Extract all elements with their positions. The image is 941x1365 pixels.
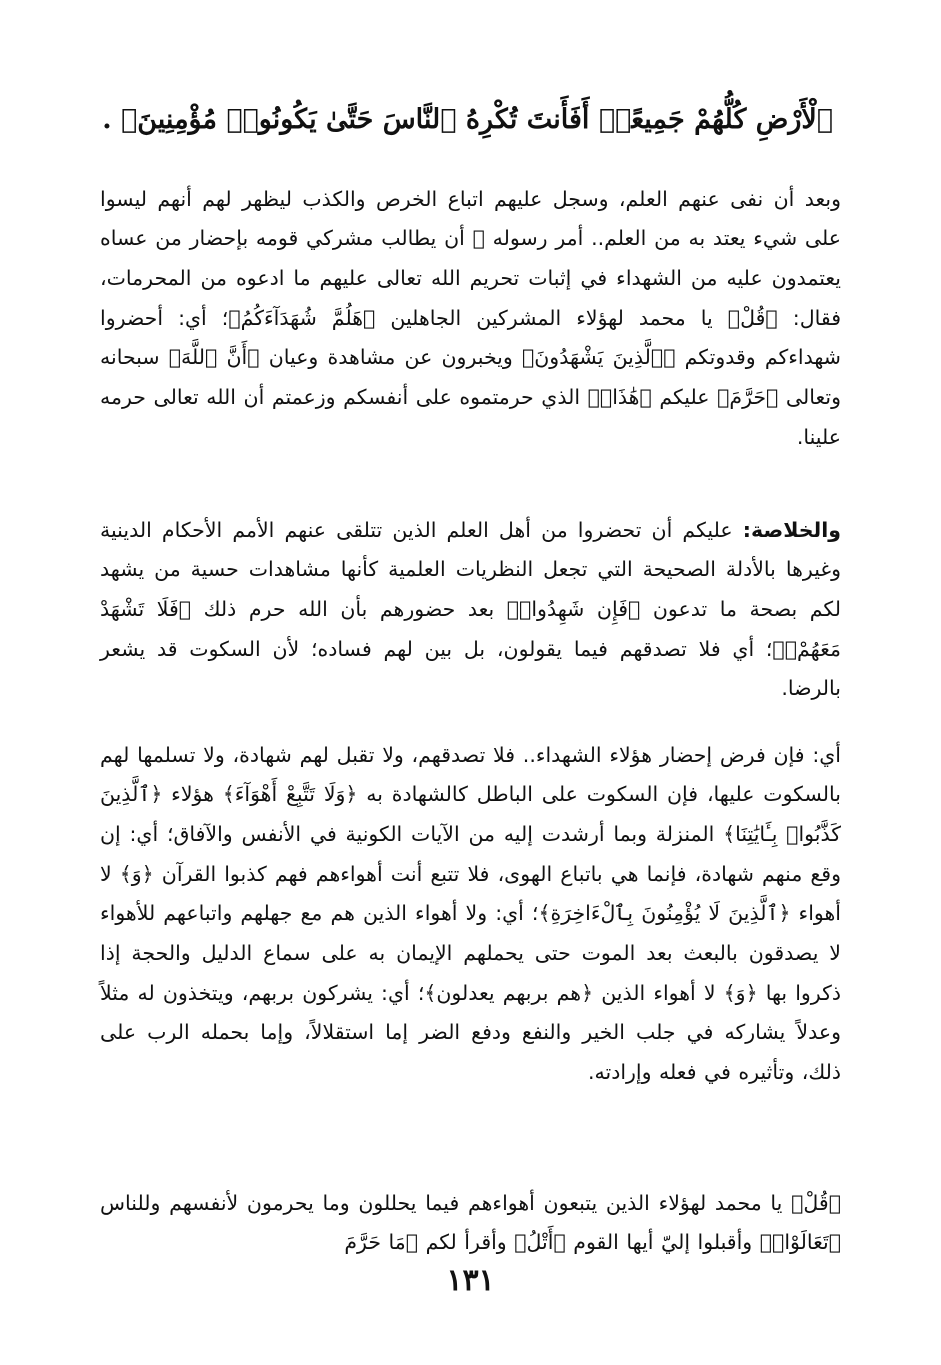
paragraph [100,180,841,458]
quran-verse-continuation: ٱلْأَرْضِ كُلُّهُمْ جَمِيعًاۚ أَفَأَنتَ تُكْرِهُ ٱلنَّاسَ حَتَّىٰ يَكُونُوا۟ مُؤْمِنِينَ﴾ . [102,104,833,135]
paragraph-text: أي: فإن فرض إحضار هؤلاء الشهداء.. فلا تصدقهم، ولا تقبل لهم شهادة، ولا تسلمها لهم بالسكوت عليها، فإن السكوت على الباطل كالشهادة به ﴿وَلَا تَتَّبِعْ أَهْوَآءَ﴾ هؤلاء ﴿ٱلَّذِينَ كَذَّبُوا۟ بِـَٔايَٰتِنَا﴾ المنزلة وبما أرشدت إليه من الآيات الكونية في الأنفس والآفاق؛ أي: إن وقع منهم شهادة، فإنما هي باتباع الهوى، فلا تتبع أنت أهواءهم فهم كذبوا القرآن ﴿وَ﴾ لا أهواء ﴿ٱلَّذِينَ لَا يُؤْمِنُونَ بِٱلْءَاخِرَةِ﴾؛ أي: ولا أهواء الذين هم مع جهلهم واتباعهم للأهواء لا يصدقون بالبعث بعد الموت حتى يحملهم الإيمان به على سماع الدليل والحجة إذا ذكروا بها ﴿وَ﴾ لا أهواء الذين ﴿هم بربهم يعدلون﴾؛ أي: يشركون بربهم، ويتخذون له مثلاً وعدلاً يشاركه في جلب الخير والنفع ودفع الضر إما استقلالاً، وإما بحمله الرب على ذلك، وتأثيره في فعله وإرادته. [100,742,841,1085]
page-number: ١٣١ [446,1263,495,1298]
paragraph-text: عليكم أن تحضروا من أهل العلم الذين تتلقى عنهم الأمم الأحكام الدينية وغيرها بالأدلة الصحيحة التي تجعل النظريات العلمية كأنها مشاهدات حسية من يشهد لكم بصحة ما تدعون ﴿فَإِن شَهِدُوا۟﴾ بعد حضورهم بأن الله حرم ذلك ﴿فَلَا تَشْهَدْ مَعَهُمْۚ﴾؛ أي فلا تصدقهم فيما يقولون، بل بين لهم فساده؛ لأن السكوت قد يشعر بالرضا. [100,517,841,701]
summary-lead: والخلاصة: [742,517,841,542]
paragraph-summary [100,511,841,710]
paragraph-text: وبعد أن نفى عنهم العلم، وسجل عليهم اتباع الخرص والكذب ليظهر لهم أنهم ليسوا على شيء يعتد به من العلم.. أمر رسوله ﷺ أن يطالب مشركي قومه بإحضار من عساه يعتمدون عليه من الشهداء في إثبات تحريم الله تعالى عليهم ما ادعوه من المحرمات، فقال: ﴿قُلْ﴾ يا محمد لهؤلاء المشركين الجاهلين ﴿هَلُمَّ شُهَدَآءَكُمُ﴾؛ أي: أحضروا شهداءكم وقدوتكم ﴿ٱلَّذِينَ يَشْهَدُونَ﴾ ويخبرون عن مشاهدة وعيان ﴿أَنَّ ٱللَّهَ﴾ سبحانه وتعالى ﴿حَرَّمَ﴾ عليكم ﴿هَٰذَاۖ﴾ الذي حرمتموه على أنفسكم وزعمتم أن الله تعالى حرمه علينا. [100,186,841,449]
paragraph [100,736,841,1093]
paragraph [100,1184,841,1263]
paragraph-text: ﴿قُلْ﴾ يا محمد لهؤلاء الذين يتبعون أهواءهم فيما يحللون وما يحرمون لأنفسهم وللناس ﴿تَعَالَوْا۟﴾ وأقبلوا إليّ أيها القوم ﴿أَتْلُ﴾ وأقرأ لكم ﴿مَا حَرَّمَ [100,1190,841,1255]
